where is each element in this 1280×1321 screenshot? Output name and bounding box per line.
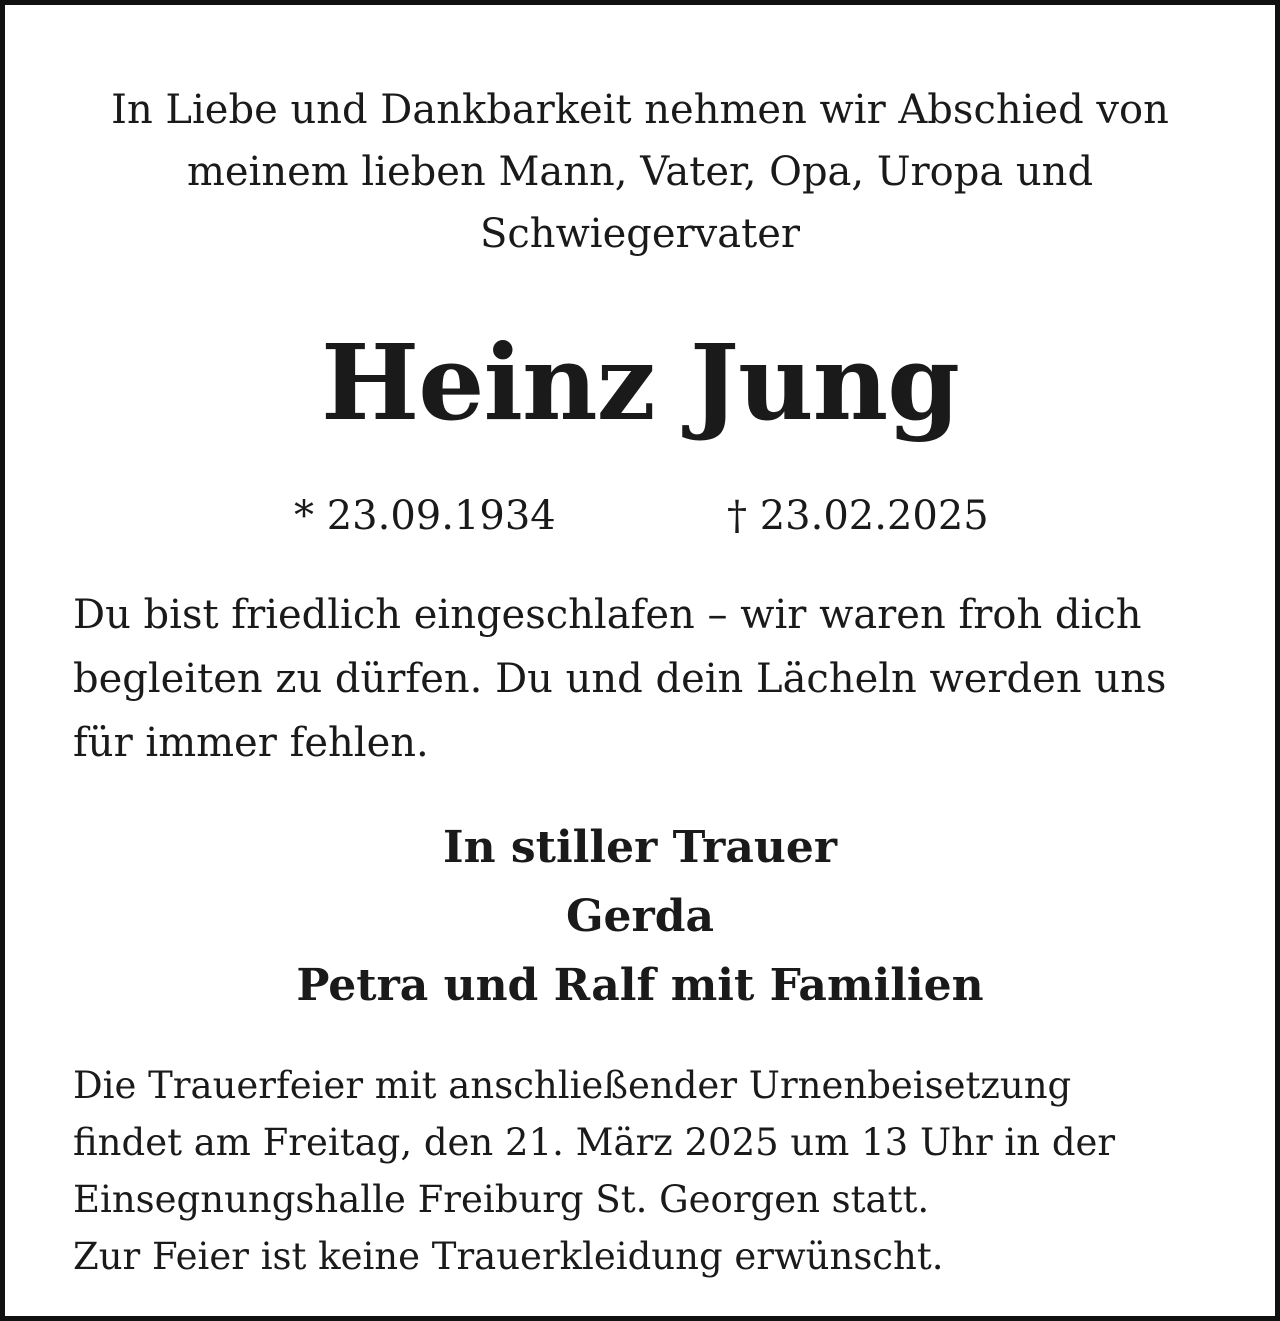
intro-text xyxy=(5,79,1275,265)
verse-line: begleiten zu dürfen. Du und dein Lächeln werden uns xyxy=(73,656,1167,702)
deceased-name: Heinz Jung xyxy=(321,321,959,444)
service-line: Die Trauerfeier mit anschließender Urnenbeisetzung xyxy=(73,1064,1072,1107)
mourners-line: Gerda xyxy=(565,891,715,942)
intro-line: meinem lieben Mann, Vater, Opa, Uropa und xyxy=(186,149,1094,195)
intro-line: In Liebe und Dankbarkeit nehmen wir Abschied von xyxy=(111,87,1169,133)
farewell-verse xyxy=(73,583,1223,775)
verse-line: für immer fehlen. xyxy=(73,720,429,766)
service-line: Zur Feier ist keine Trauerkleidung erwünscht. xyxy=(73,1235,944,1278)
service-line: findet am Freitag, den 21. März 2025 um 13 Uhr in der xyxy=(73,1121,1116,1164)
intro-line: Schwiegervater xyxy=(480,211,800,257)
mourners-line: In stiller Trauer xyxy=(442,822,838,873)
service-details xyxy=(73,1057,1223,1285)
death-date: † 23.02.2025 xyxy=(727,493,989,539)
service-line: Einsegnungshalle Freiburg St. Georgen statt. xyxy=(73,1178,930,1221)
verse-line: Du bist friedlich eingeschlafen – wir waren froh dich xyxy=(73,592,1142,638)
birth-date: * 23.09.1934 xyxy=(294,493,556,539)
mourners-signature xyxy=(5,813,1275,1020)
mourners-line: Petra und Ralf mit Familien xyxy=(296,960,984,1011)
life-dates xyxy=(5,491,1275,541)
